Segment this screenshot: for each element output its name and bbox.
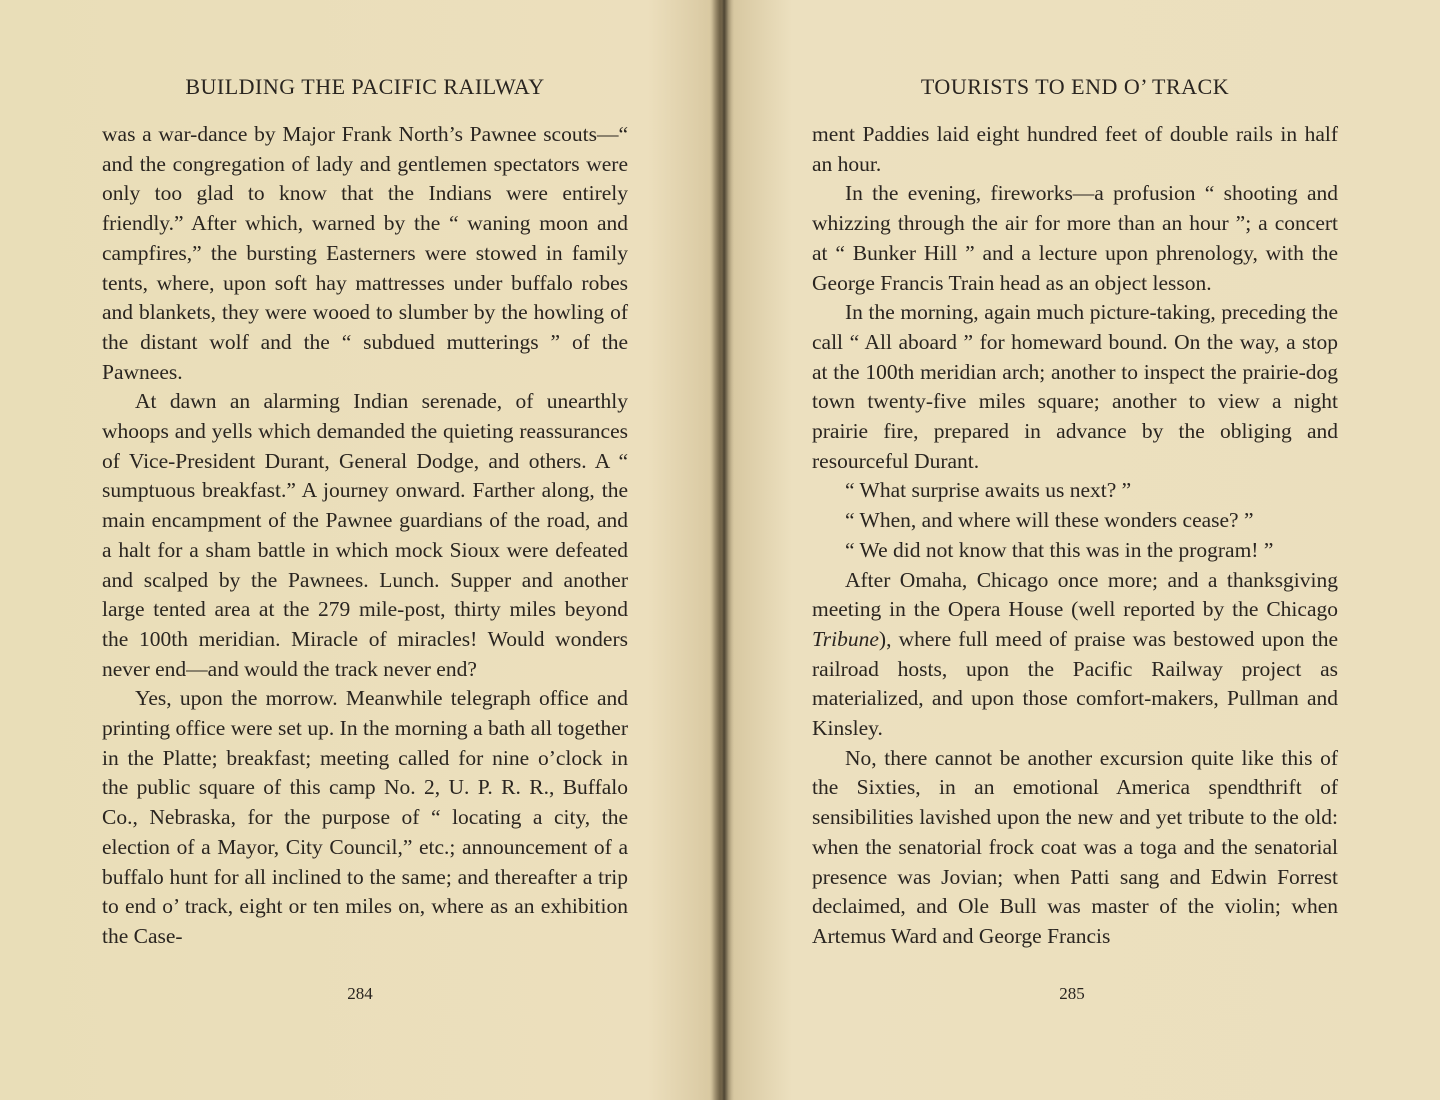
body-text-right xyxy=(812,120,1338,952)
paragraph: “ We did not know that this was in the program! ” xyxy=(845,537,1274,562)
paragraph: “ What surprise awaits us next? ” xyxy=(845,478,1132,503)
paragraph: “ When, and where will these wonders cease? ” xyxy=(845,508,1254,533)
paragraph: was a war-dance by Major Frank North’s Pawnee scouts—“ and the congregation of lady and gentlemen spectators were only too glad to know that the Indians were entirely friendly.” After which, warned by the “ waning moon and campfires,” the bursting Easterners were stowed in family tents, where, upon soft hay mattresses under buffalo robes and blankets, they were wooed to slumber by the howling of the distant wolf and the “ subdued mutterings ” of the Pawnees. xyxy=(102,122,628,384)
body-text-left xyxy=(102,120,628,952)
text-run: After Omaha, Chicago once more; and a thanksgiving meeting in the Opera House (well reported by the Chicago xyxy=(812,567,1338,622)
running-head-right: TOURISTS TO END O’ TRACK xyxy=(920,74,1230,99)
page-number-left: 284 xyxy=(347,984,373,1003)
paragraph: Yes, upon the morrow. Meanwhile telegraph office and printing office were set up. In the morning a bath all together in the Platte; breakfast; meeting called for nine o’clock in the public square of this camp No. 2, U. P. R. R., Buffalo Co., Nebraska, for the purpose of “ locating a city, the election of a Mayor, City Council,” etc.; announcement of a buffalo hunt for all inclined to the same; and thereafter a trip to end o’ track, eight or ten miles on, where as an exhibition the Case- xyxy=(102,686,628,948)
text-run: ), where full meed of praise was bestowed upon the railroad hosts, upon the Pacific Railway project as materialized, and upon those comfort-makers, Pullman and Kinsley. xyxy=(812,626,1338,741)
paragraph: ment Paddies laid eight hundred feet of double rails in half an hour. xyxy=(812,122,1338,176)
page-number-right: 285 xyxy=(1059,984,1085,1003)
running-head-left: BUILDING THE PACIFIC RAILWAY xyxy=(185,74,545,99)
italic-title: Tribune xyxy=(812,626,879,651)
paragraph xyxy=(812,566,1338,744)
paragraph: In the morning, again much picture-taking, preceding the call “ All aboard ” for homeward bound. On the way, a stop at the 100th meridian arch; another to inspect the prairie-dog town twenty-five miles square; another to view a night prairie fire, prepared in advance by the obliging and resourceful Durant. xyxy=(812,300,1338,473)
paragraph: In the evening, fireworks—a profusion “ shooting and whizzing through the air for more than an hour ”; a concert at “ Bunker Hill ” and a lecture upon phrenology, with the George Francis Train head as an object lesson. xyxy=(812,181,1338,295)
paragraph: At dawn an alarming Indian serenade, of unearthly whoops and yells which demanded the quieting reassurances of Vice-President Durant, General Dodge, and others. A “ sumptuous breakfast.” A journey onward. Farther along, the main encampment of the Pawnee guardians of the road, and a halt for a sham battle in which mock Sioux were defeated and scalped by the Pawnees. Lunch. Supper and another large tented area at the 279 mile-post, thirty miles beyond the 100th meridian. Miracle of miracles! Would wonders never end—and would the track never end? xyxy=(102,389,628,681)
paragraph: No, there cannot be another excursion quite like this of the Sixties, in an emotional America spendthrift of sensibilities lavished upon the new and yet tribute to the old: when the senatorial frock coat was a toga and the senatorial presence was Jovian; when Patti sang and Edwin Forrest declaimed, and Ole Bull was master of the violin; when Artemus Ward and George Francis xyxy=(812,745,1338,948)
right-page xyxy=(720,0,1440,1100)
